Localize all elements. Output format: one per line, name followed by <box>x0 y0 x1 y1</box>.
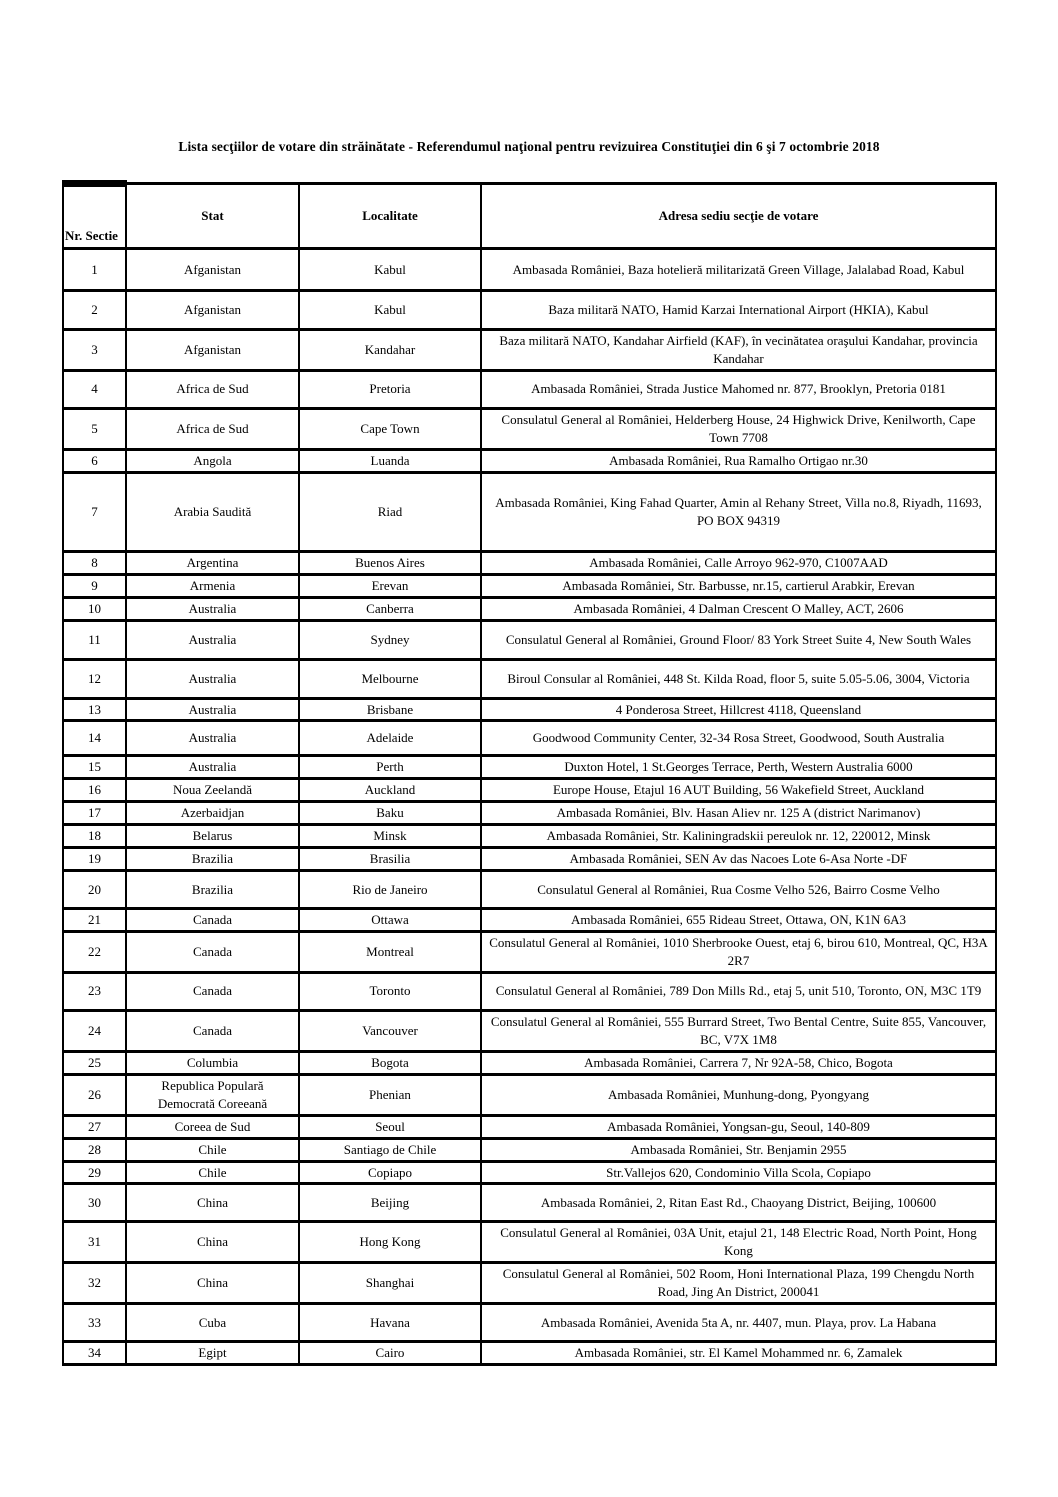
cell-stat: Azerbaidjan <box>126 802 299 825</box>
cell-adresa: Ambasada României, Baza hotelieră militarizată Green Village, Jalalabad Road, Kabul <box>481 249 996 291</box>
cell-nr-sectie: 12 <box>63 659 126 698</box>
table-row <box>63 848 996 871</box>
table-row <box>63 249 996 291</box>
cell-nr-sectie: 5 <box>63 408 126 449</box>
table-row <box>63 659 996 698</box>
cell-stat: Noua Zeelandă <box>126 779 299 802</box>
cell-localitate: Minsk <box>299 825 481 848</box>
table-row <box>63 779 996 802</box>
cell-nr-sectie: 17 <box>63 802 126 825</box>
table-row <box>63 370 996 408</box>
table-row <box>63 802 996 825</box>
cell-stat: Columbia <box>126 1051 299 1074</box>
cell-nr-sectie: 8 <box>63 551 126 574</box>
cell-adresa: Ambasada României, 2, Ritan East Rd., Chaoyang District, Beijing, 100600 <box>481 1184 996 1222</box>
cell-nr-sectie: 23 <box>63 972 126 1010</box>
cell-localitate: Baku <box>299 802 481 825</box>
cell-nr-sectie: 21 <box>63 909 126 932</box>
table-row <box>63 1115 996 1138</box>
cell-adresa: Consulatul General al României, 502 Room, Honi International Plaza, 199 Chengdu North Road, Jing An District, 200041 <box>481 1263 996 1304</box>
table-row <box>63 472 996 551</box>
column-header-nr-sectie: Nr. Sectie <box>63 184 126 249</box>
cell-stat: Australia <box>126 659 299 698</box>
cell-stat: Australia <box>126 756 299 779</box>
table-row <box>63 1074 996 1115</box>
cell-localitate: Copiapo <box>299 1161 481 1184</box>
cell-adresa: Ambasada României, 655 Rideau Street, Ottawa, ON, K1N 6A3 <box>481 909 996 932</box>
cell-nr-sectie: 3 <box>63 330 126 371</box>
cell-localitate: Kabul <box>299 291 481 330</box>
cell-nr-sectie: 7 <box>63 472 126 551</box>
cell-localitate: Seoul <box>299 1115 481 1138</box>
cell-adresa: Baza militară NATO, Hamid Karzai International Airport (HKIA), Kabul <box>481 291 996 330</box>
cell-nr-sectie: 18 <box>63 825 126 848</box>
table-row <box>63 1161 996 1184</box>
cell-nr-sectie: 31 <box>63 1222 126 1263</box>
cell-localitate: Santiago de Chile <box>299 1138 481 1161</box>
cell-adresa: Ambasada României, Strada Justice Mahomed nr. 877, Brooklyn, Pretoria 0181 <box>481 370 996 408</box>
cell-localitate: Melbourne <box>299 659 481 698</box>
cell-nr-sectie: 6 <box>63 449 126 472</box>
cell-adresa: Ambasada României, Munhung-dong, Pyongyang <box>481 1074 996 1115</box>
cell-adresa: Ambasada României, SEN Av das Nacoes Lote 6-Asa Norte -DF <box>481 848 996 871</box>
cell-nr-sectie: 30 <box>63 1184 126 1222</box>
table-header-row <box>63 184 996 249</box>
cell-nr-sectie: 1 <box>63 249 126 291</box>
cell-stat: Australia <box>126 597 299 620</box>
polling-stations-table <box>62 180 997 1366</box>
cell-stat: Angola <box>126 449 299 472</box>
cell-nr-sectie: 25 <box>63 1051 126 1074</box>
cell-nr-sectie: 34 <box>63 1342 126 1365</box>
cell-nr-sectie: 2 <box>63 291 126 330</box>
cell-stat: Australia <box>126 721 299 756</box>
cell-localitate: Shanghai <box>299 1263 481 1304</box>
cell-stat: Belarus <box>126 825 299 848</box>
table-row <box>63 932 996 973</box>
table-row <box>63 721 996 756</box>
cell-stat: Australia <box>126 620 299 659</box>
cell-stat: Egipt <box>126 1342 299 1365</box>
cell-localitate: Pretoria <box>299 370 481 408</box>
table-row <box>63 825 996 848</box>
cell-nr-sectie: 9 <box>63 574 126 597</box>
cell-stat: Australia <box>126 698 299 721</box>
cell-localitate: Cape Town <box>299 408 481 449</box>
cell-adresa: Europe House, Etajul 16 AUT Building, 56 Wakefield Street, Auckland <box>481 779 996 802</box>
cell-localitate: Kabul <box>299 249 481 291</box>
cell-localitate: Erevan <box>299 574 481 597</box>
cell-nr-sectie: 13 <box>63 698 126 721</box>
cell-localitate: Brasilia <box>299 848 481 871</box>
cell-nr-sectie: 10 <box>63 597 126 620</box>
table-row <box>63 1010 996 1051</box>
table-row <box>63 909 996 932</box>
cell-localitate: Riad <box>299 472 481 551</box>
cell-adresa: Duxton Hotel, 1 St.Georges Terrace, Perth, Western Australia 6000 <box>481 756 996 779</box>
cell-localitate: Auckland <box>299 779 481 802</box>
table-row <box>63 1222 996 1263</box>
column-header-localitate: Localitate <box>299 184 481 249</box>
cell-localitate: Ottawa <box>299 909 481 932</box>
cell-nr-sectie: 33 <box>63 1304 126 1342</box>
cell-nr-sectie: 22 <box>63 932 126 973</box>
cell-adresa: Consulatul General al României, Helderberg House, 24 Highwick Drive, Kenilworth, Cape Town 7708 <box>481 408 996 449</box>
cell-adresa: Ambasada României, King Fahad Quarter, Amin al Rehany Street, Villa no.8, Riyadh, 11693, PO BOX 94319 <box>481 472 996 551</box>
cell-adresa: 4 Ponderosa Street, Hillcrest 4118, Queensland <box>481 698 996 721</box>
cell-localitate: Cairo <box>299 1342 481 1365</box>
cell-localitate: Bogota <box>299 1051 481 1074</box>
cell-localitate: Kandahar <box>299 330 481 371</box>
cell-adresa: Baza militară NATO, Kandahar Airfield (KAF), în vecinătatea oraşului Kandahar, provincia Kandahar <box>481 330 996 371</box>
cell-stat: Canada <box>126 972 299 1010</box>
table-row <box>63 597 996 620</box>
cell-adresa: Ambasada României, str. El Kamel Mohammed nr. 6, Zamalek <box>481 1342 996 1365</box>
cell-adresa: Str.Vallejos 620, Condominio Villa Scola, Copiapo <box>481 1161 996 1184</box>
table-row <box>63 698 996 721</box>
cell-localitate: Buenos Aires <box>299 551 481 574</box>
table-row <box>63 1304 996 1342</box>
cell-nr-sectie: 16 <box>63 779 126 802</box>
column-header-adresa: Adresa sediu secţie de votare <box>481 184 996 249</box>
cell-stat: Africa de Sud <box>126 370 299 408</box>
cell-nr-sectie: 27 <box>63 1115 126 1138</box>
cell-stat: Brazilia <box>126 871 299 909</box>
cell-localitate: Vancouver <box>299 1010 481 1051</box>
cell-stat: Brazilia <box>126 848 299 871</box>
cell-stat: China <box>126 1222 299 1263</box>
cell-nr-sectie: 11 <box>63 620 126 659</box>
cell-stat: Arabia Saudită <box>126 472 299 551</box>
cell-nr-sectie: 4 <box>63 370 126 408</box>
cell-adresa: Ambasada României, 4 Dalman Crescent O Malley, ACT, 2606 <box>481 597 996 620</box>
cell-localitate: Rio de Janeiro <box>299 871 481 909</box>
cell-nr-sectie: 20 <box>63 871 126 909</box>
cell-stat: Afganistan <box>126 330 299 371</box>
cell-adresa: Ambasada României, Calle Arroyo 962-970, C1007AAD <box>481 551 996 574</box>
table-row <box>63 1051 996 1074</box>
cell-localitate: Havana <box>299 1304 481 1342</box>
cell-stat: Armenia <box>126 574 299 597</box>
cell-adresa: Consulatul General al României, 555 Burrard Street, Two Bental Centre, Suite 855, Vancouver, BC, V7X 1M8 <box>481 1010 996 1051</box>
table-row <box>63 972 996 1010</box>
cell-stat: Afganistan <box>126 249 299 291</box>
cell-localitate: Luanda <box>299 449 481 472</box>
cell-adresa: Ambasada României, Rua Ramalho Ortigao nr.30 <box>481 449 996 472</box>
table-row <box>63 574 996 597</box>
cell-localitate: Canberra <box>299 597 481 620</box>
cell-stat: Canada <box>126 909 299 932</box>
cell-adresa: Consulatul General al României, 03A Unit, etajul 21, 148 Electric Road, North Point, Hong Kong <box>481 1222 996 1263</box>
cell-stat: China <box>126 1184 299 1222</box>
cell-nr-sectie: 24 <box>63 1010 126 1051</box>
cell-nr-sectie: 14 <box>63 721 126 756</box>
cell-localitate: Hong Kong <box>299 1222 481 1263</box>
table-row <box>63 871 996 909</box>
cell-stat: Cuba <box>126 1304 299 1342</box>
cell-adresa: Ambasada României, Str. Barbusse, nr.15, cartierul Arabkir, Erevan <box>481 574 996 597</box>
table-row <box>63 408 996 449</box>
cell-localitate: Phenian <box>299 1074 481 1115</box>
cell-localitate: Brisbane <box>299 698 481 721</box>
cell-nr-sectie: 15 <box>63 756 126 779</box>
cell-stat: Canada <box>126 932 299 973</box>
cell-stat: Republica Populară Democrată Coreeană <box>126 1074 299 1115</box>
cell-stat: Argentina <box>126 551 299 574</box>
table-row <box>63 1263 996 1304</box>
cell-adresa: Goodwood Community Center, 32-34 Rosa Street, Goodwood, South Australia <box>481 721 996 756</box>
cell-stat: China <box>126 1263 299 1304</box>
cell-adresa: Ambasada României, Yongsan-gu, Seoul, 140-809 <box>481 1115 996 1138</box>
cell-adresa: Consulatul General al României, Ground Floor/ 83 York Street Suite 4, New South Wales <box>481 620 996 659</box>
cell-localitate: Adelaide <box>299 721 481 756</box>
cell-adresa: Consulatul General al României, 1010 Sherbrooke Ouest, etaj 6, birou 610, Montreal, QC, H3A 2R7 <box>481 932 996 973</box>
table-row <box>63 449 996 472</box>
cell-stat: Afganistan <box>126 291 299 330</box>
table-row <box>63 1184 996 1222</box>
cell-nr-sectie: 28 <box>63 1138 126 1161</box>
table-row <box>63 330 996 371</box>
table-row <box>63 756 996 779</box>
table-row <box>63 1342 996 1365</box>
table-row <box>63 551 996 574</box>
cell-localitate: Perth <box>299 756 481 779</box>
cell-adresa: Ambasada României, Carrera 7, Nr 92A-58, Chico, Bogota <box>481 1051 996 1074</box>
table-row <box>63 1138 996 1161</box>
cell-adresa: Ambasada României, Blv. Hasan Aliev nr. 125 A (district Narimanov) <box>481 802 996 825</box>
cell-adresa: Ambasada României, Str. Kaliningradskii pereulok nr. 12, 220012, Minsk <box>481 825 996 848</box>
cell-localitate: Beijing <box>299 1184 481 1222</box>
cell-adresa: Ambasada României, Str. Benjamin 2955 <box>481 1138 996 1161</box>
cell-stat: Africa de Sud <box>126 408 299 449</box>
cell-localitate: Montreal <box>299 932 481 973</box>
cell-nr-sectie: 19 <box>63 848 126 871</box>
cell-stat: Canada <box>126 1010 299 1051</box>
cell-stat: Coreea de Sud <box>126 1115 299 1138</box>
table-row <box>63 291 996 330</box>
cell-stat: Chile <box>126 1161 299 1184</box>
cell-localitate: Sydney <box>299 620 481 659</box>
cell-nr-sectie: 26 <box>63 1074 126 1115</box>
cell-nr-sectie: 29 <box>63 1161 126 1184</box>
cell-adresa: Consulatul General al României, Rua Cosme Velho 526, Bairro Cosme Velho <box>481 871 996 909</box>
cell-localitate: Toronto <box>299 972 481 1010</box>
page-title: Lista secţiilor de votare din străinătate - Referendumul naţional pentru revizuirea Constituţiei din 6 şi 7 octombrie 2018 <box>178 139 880 154</box>
cell-nr-sectie: 32 <box>63 1263 126 1304</box>
cell-stat: Chile <box>126 1138 299 1161</box>
cell-adresa: Ambasada României, Avenida 5ta A, nr. 4407, mun. Playa, prov. La Habana <box>481 1304 996 1342</box>
table-row <box>63 620 996 659</box>
cell-adresa: Consulatul General al României, 789 Don Mills Rd., etaj 5, unit 510, Toronto, ON, M3C 1T9 <box>481 972 996 1010</box>
column-header-stat: Stat <box>126 184 299 249</box>
cell-adresa: Biroul Consular al României, 448 St. Kilda Road, floor 5, suite 5.05-5.06, 3004, Victoria <box>481 659 996 698</box>
